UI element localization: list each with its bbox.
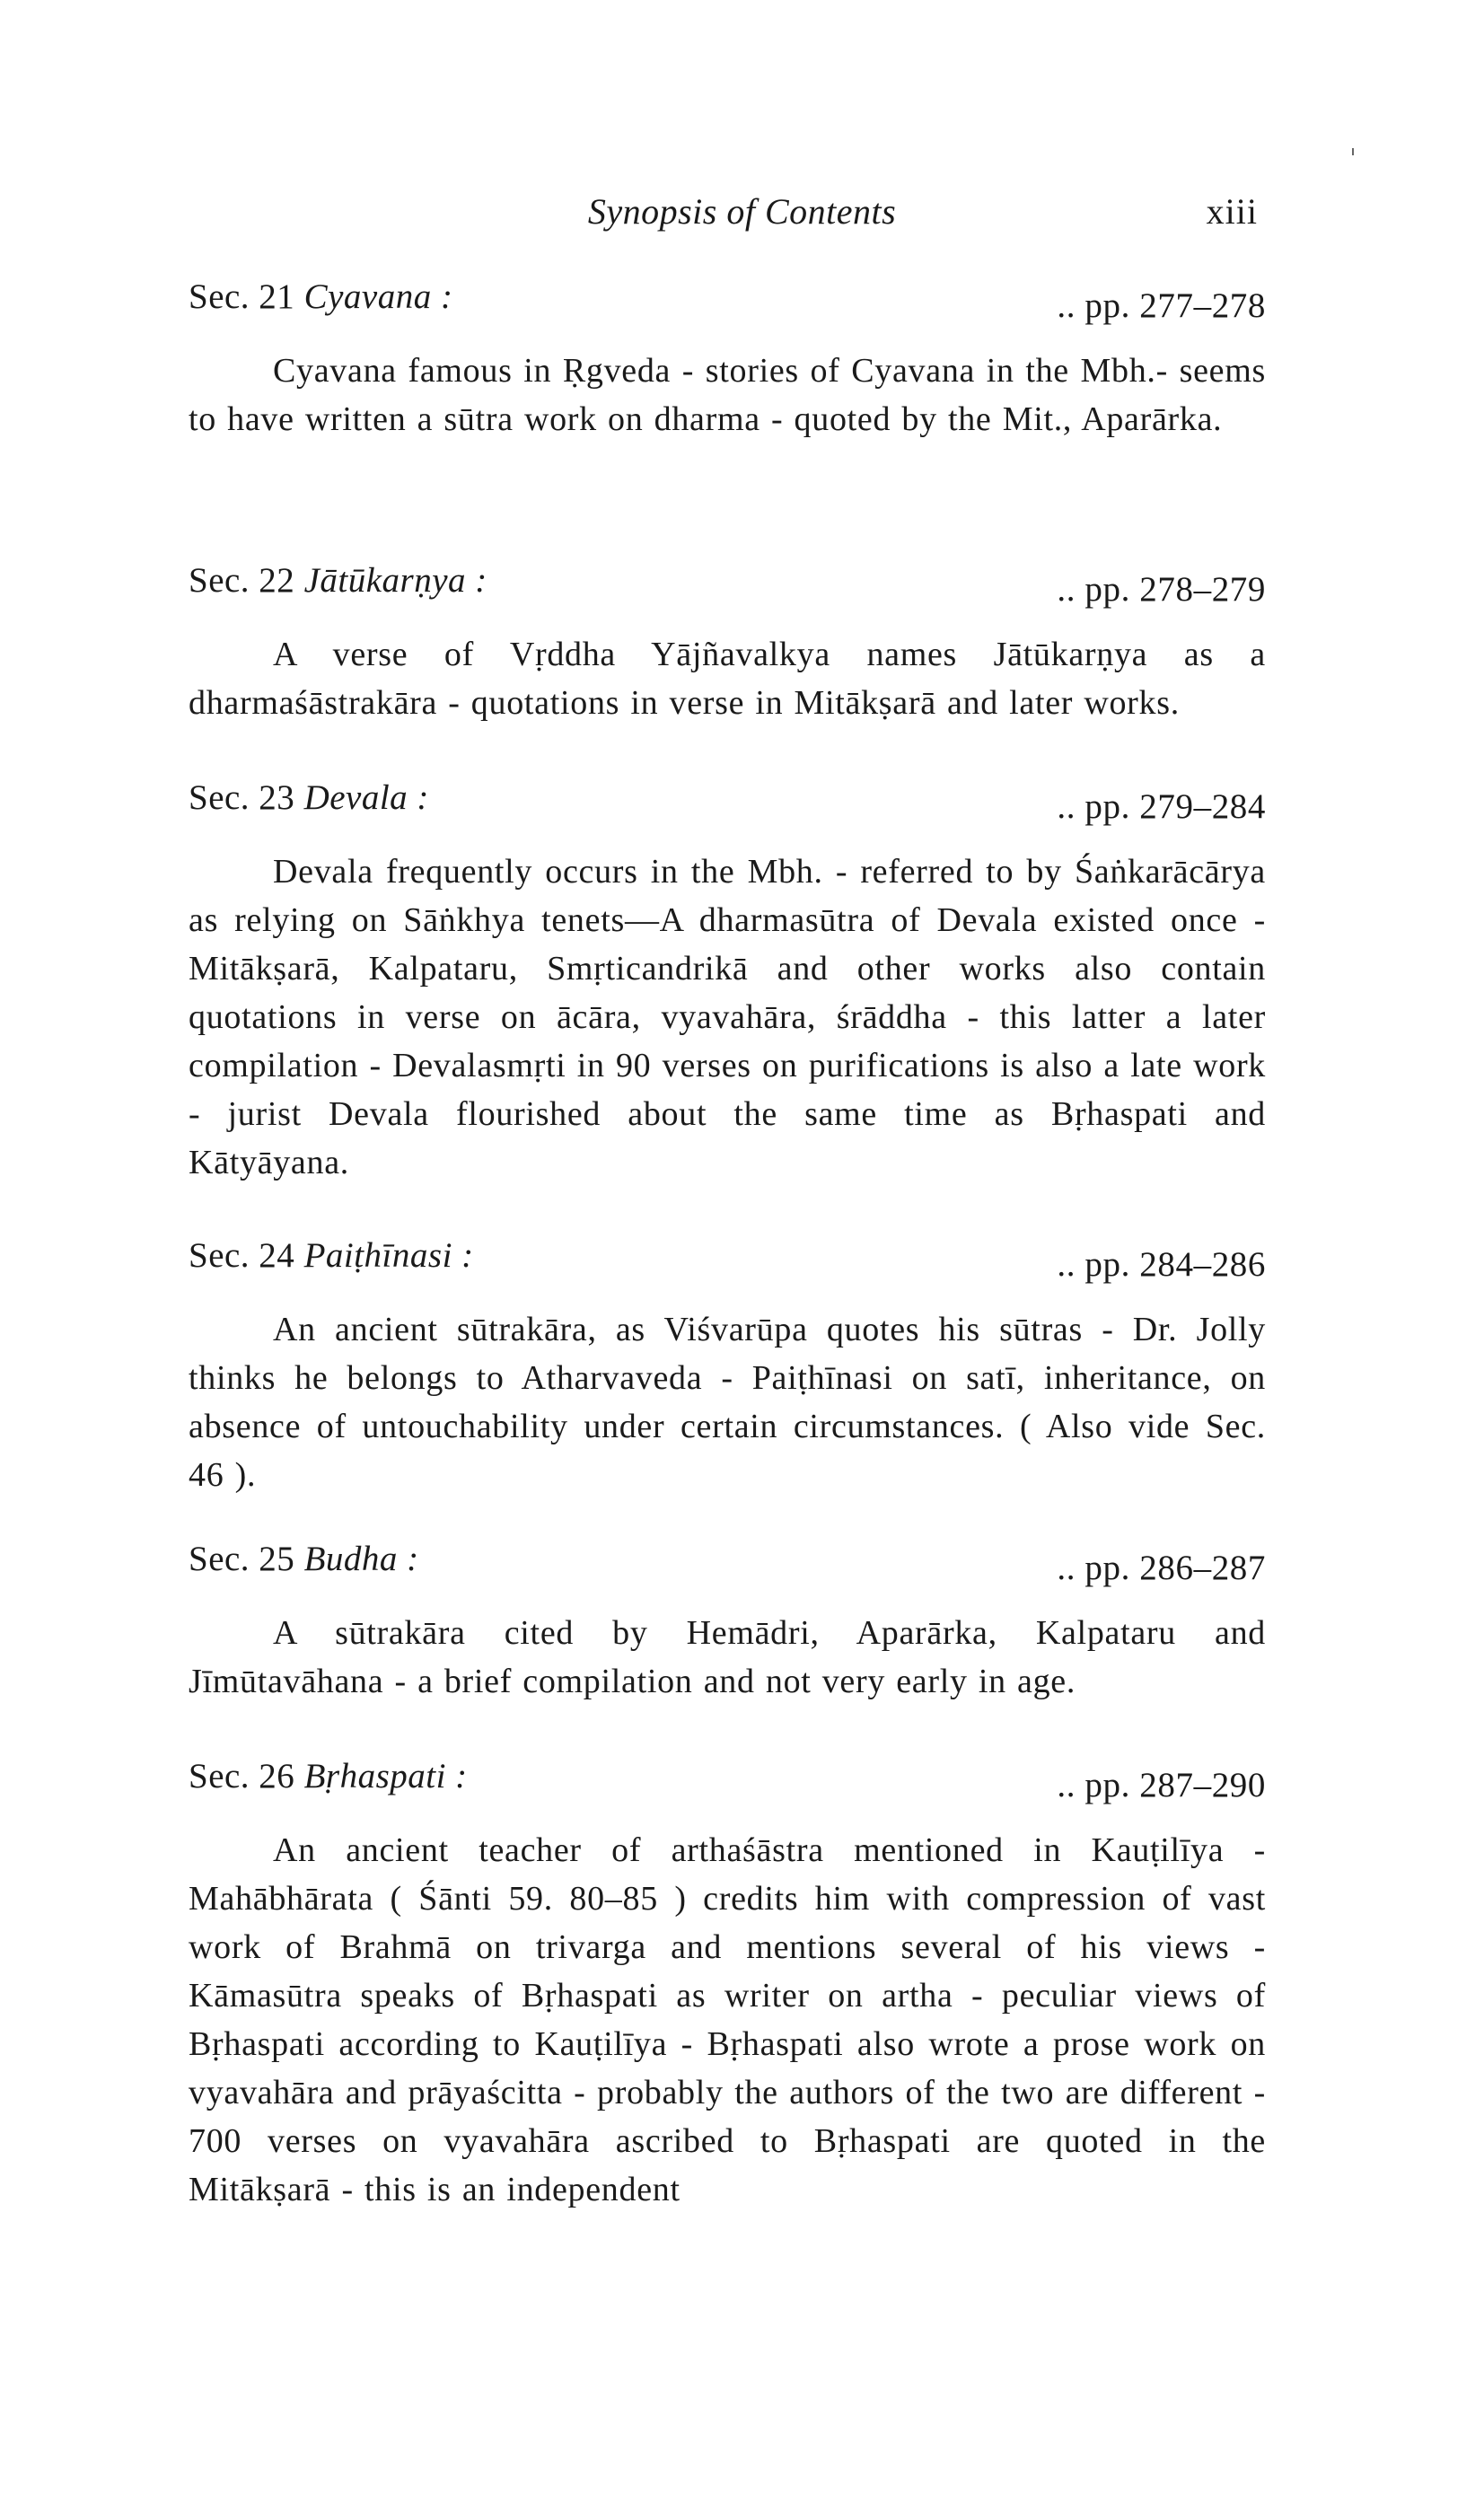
section-name: Cyavana : <box>303 277 453 316</box>
section-21 <box>189 271 1266 443</box>
section-number: Sec. 25 <box>189 1540 295 1578</box>
section-25 <box>189 1533 1266 1706</box>
section-name: Devala : <box>303 778 429 817</box>
section-heading <box>189 1751 1266 1803</box>
section-page-range: .. pp. 284–286 <box>1057 1245 1266 1284</box>
running-head <box>0 190 1484 244</box>
section-summary: Cyavana famous in Ṛgveda - stories of Cyavana in the Mbh.- seems to have written a sūtra work on dharma - quoted by the Mit., Aparārka. <box>189 352 1266 438</box>
section-heading <box>189 1533 1266 1585</box>
section-page-range: .. pp. 286–287 <box>1057 1549 1266 1587</box>
section-heading <box>189 555 1266 607</box>
section-heading <box>189 1230 1266 1282</box>
section-name: Jātūkarṇya : <box>303 561 487 600</box>
section-label <box>189 1230 474 1282</box>
section-heading <box>189 271 1266 323</box>
margin-mark <box>1352 148 1354 155</box>
section-number: Sec. 23 <box>189 778 295 817</box>
section-page-range: .. pp. 279–284 <box>1057 787 1266 826</box>
section-summary: An ancient teacher of arthaśāstra mentioned in Kauṭilīya - Mahābhārata ( Śānti 59. 80–85 ) credits him with compression of vast work of Brahmā on trivarga and mentions several of his views - Kāmasūtra speaks of Bṛhaspati as writer on artha - peculiar views of Bṛhaspati according to Kauṭilīya - Bṛhaspati also wrote a prose work on vyavahāra and prāyaścitta - probably the authors of the two are different - 700 verses on vyavahāra ascribed to Bṛhaspati are quoted in the Mitākṣarā - this is an independent <box>189 1831 1266 2208</box>
section-label <box>189 271 452 323</box>
section-summary: An ancient sūtrakāra, as Viśvarūpa quotes his sūtras - Dr. Jolly thinks he belongs to Atharvaveda - Paiṭhīnasi on satī, inheritance, on absence of untouchability under certain circumstances. ( Also vide Sec. 46 ). <box>189 1311 1266 1494</box>
section-number: Sec. 26 <box>189 1757 295 1795</box>
section-label <box>189 772 429 824</box>
page-number: xiii <box>1206 191 1258 232</box>
section-page-range: .. pp. 277–278 <box>1057 286 1266 325</box>
section-name: Bṛhaspati : <box>303 1757 468 1795</box>
section-page-range: .. pp. 287–290 <box>1057 1766 1266 1804</box>
section-summary: A verse of Vṛddha Yājñavalkya names Jātūkarṇya as a dharmaśāstrakāra - quotations in verse in Mitākṣarā and later works. <box>189 636 1266 722</box>
section-26 <box>189 1751 1266 2214</box>
section-summary: Devala frequently occurs in the Mbh. - referred to by Śaṅkarācārya as relying on Sāṅkhya tenets—A dharmasūtra of Devala existed once - Mitākṣarā, Kalpataru, Smṛticandrikā and other works also contain quotations in verse on ācāra, vyavahāra, śrāddha - this latter a later compilation - Devalasmṛti in 90 verses on purifications is also a late work - jurist Devala flourished about the same time as Bṛhaspati and Kātyāyana. <box>189 853 1266 1181</box>
section-page-range: .. pp. 278–279 <box>1057 570 1266 609</box>
section-name: Budha : <box>303 1540 419 1578</box>
section-number: Sec. 21 <box>189 277 295 316</box>
section-24 <box>189 1230 1266 1499</box>
running-title: Synopsis of Contents <box>587 191 897 232</box>
section-heading <box>189 772 1266 824</box>
section-summary: A sūtrakāra cited by Hemādri, Aparārka, Kalpataru and Jīmūtavāhana - a brief compilation and not very early in age. <box>189 1614 1266 1700</box>
section-label <box>189 1533 419 1585</box>
section-22 <box>189 555 1266 727</box>
section-label <box>189 555 487 607</box>
section-number: Sec. 22 <box>189 561 295 600</box>
section-name: Paiṭhīnasi : <box>303 1236 474 1275</box>
section-label <box>189 1751 468 1803</box>
section-23 <box>189 772 1266 1187</box>
section-number: Sec. 24 <box>189 1236 295 1275</box>
